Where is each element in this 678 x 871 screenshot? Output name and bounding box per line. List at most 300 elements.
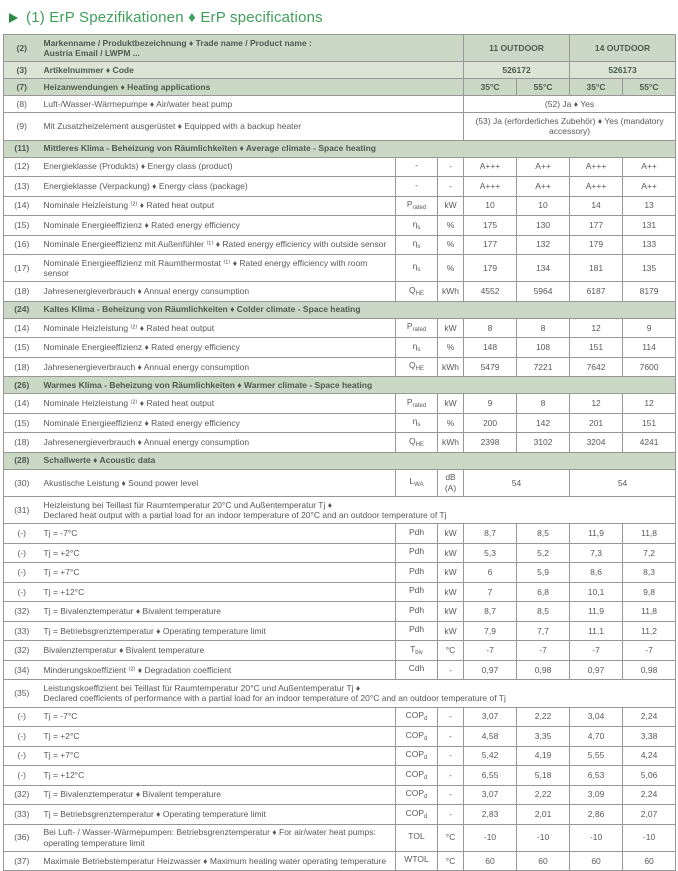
row-symbol [396,851,438,871]
row-value: 2,22 [517,785,570,805]
table-row [4,469,676,496]
row-number: (7) [4,79,40,96]
row-number: (12) [4,157,40,177]
row-value: 181 [570,255,623,282]
row-value: 10,1 [570,582,623,602]
row-value: 148 [464,338,517,358]
row-value: A++ [623,157,676,177]
row-value: -10 [570,824,623,851]
row-unit: - [438,805,464,825]
table-row [4,660,676,680]
symbol-subscript: s [417,267,421,274]
row-number: (30) [4,469,40,496]
row-value: 3,07 [464,785,517,805]
symbol-main: Pdh [408,604,425,615]
row-description: Maximale Betriebstemperatur Heizwasser ♦ Maximum heating water operating temperature [40,851,396,871]
row-value: A++ [623,177,676,197]
table-row [4,79,676,96]
row-symbol [396,805,438,825]
row-value: 7642 [570,357,623,377]
table-row [4,621,676,641]
row-value: 8 [517,394,570,414]
row-symbol [396,433,438,453]
row-value: 11,2 [623,621,676,641]
row-value: 11,8 [623,524,676,544]
row-description: Nominale Heizleistung ⁽²⁾ ♦ Rated heat output [40,394,396,414]
row-symbol [396,602,438,622]
row-value: 12 [623,394,676,414]
row-value: 7,2 [623,543,676,563]
symbol-main: COP [405,788,425,798]
row-description: Tj = Betriebsgrenztemperatur ♦ Operating temperature limit [40,805,396,825]
row-value: -10 [517,824,570,851]
row-value: 200 [464,413,517,433]
row-value: 6 [464,563,517,583]
row-value: 14 OUTDOOR [570,35,676,62]
row-number: (33) [4,805,40,825]
row-symbol [396,318,438,338]
row-value: 5,06 [623,766,676,786]
row-value: 0,98 [623,660,676,680]
row-number: (26) [4,377,40,394]
row-number: (-) [4,707,40,727]
row-description: Nominale Heizleistung ⁽²⁾ ♦ Rated heat output [40,196,396,216]
row-description: Tj = Bivalenztemperatur ♦ Bivalent temperature [40,785,396,805]
row-value: -7 [517,641,570,661]
row-value: 8,7 [464,602,517,622]
row-value: 7,9 [464,621,517,641]
symbol-main: η [412,416,418,427]
row-value: 6187 [570,282,623,302]
symbol-subscript: d [424,794,428,800]
symbol-subscript: d [424,813,428,820]
row-description: Jahresenergieverbrauch ♦ Annual energy consumption [40,282,396,302]
row-number: (31) [4,497,40,524]
row-symbol [396,469,438,496]
row-unit: kW [438,524,464,544]
row-symbol [396,621,438,641]
row-unit: - [438,157,464,177]
symbol-subscript: rated [412,205,427,211]
row-description: Jahresenergieverbrauch ♦ Annual energy consumption [40,357,396,377]
row-value: 3204 [570,433,623,453]
row-unit: °C [438,641,464,661]
symbol-subscript: rated [412,402,427,409]
row-value: 2,01 [517,805,570,825]
table-row [4,377,676,394]
row-value: 114 [623,338,676,358]
row-number: (14) [4,394,40,414]
symbol-subscript: rated [412,327,427,334]
row-description [40,35,464,62]
table-row [4,62,676,79]
row-number: (15) [4,216,40,236]
row-symbol [396,746,438,766]
row-unit: kWh [438,357,464,377]
row-value: 9,8 [623,582,676,602]
page-title-text: (1) ErP Spezifikationen ♦ ErP specifications [26,9,323,26]
row-symbol [396,282,438,302]
row-value: 3,04 [570,707,623,727]
row-symbol [396,766,438,786]
row-unit: kW [438,394,464,414]
row-value: 5,3 [464,543,517,563]
row-description: Tj = +7°C [40,746,396,766]
symbol-main: WTOL [404,854,429,865]
row-unit: - [438,785,464,805]
row-number: (-) [4,766,40,786]
row-description: Warmes Klima - Beheizung von Räumlichkeiten ♦ Warmer climate - Space heating [40,377,676,394]
table-row [4,641,676,661]
row-value: 3,07 [464,707,517,727]
row-description: Minderungskoeffizient ⁽²⁾ ♦ Degradation coefficient [40,660,396,680]
row-value: -10 [464,824,517,851]
row-value: 131 [623,216,676,236]
table-row [4,318,676,338]
symbol-subscript: d [424,735,428,742]
symbol-subscript: biv [415,649,423,656]
row-value: 201 [570,413,623,433]
row-value: 8,7 [464,524,517,544]
symbol-main: P [406,321,413,332]
row-value: 2,24 [623,785,676,805]
row-description: Tj = +7°C [40,563,396,583]
table-row [4,235,676,255]
table-row [4,338,676,358]
row-description: Tj = +12°C [40,582,396,602]
row-symbol [396,543,438,563]
row-value: 179 [464,255,517,282]
row-value: 8 [464,318,517,338]
row-value: 11,9 [570,524,623,544]
table-row [4,497,676,524]
row-number: (8) [4,96,40,113]
row-value: 5,18 [517,766,570,786]
symbol-main: Pdh [408,546,425,557]
symbol-main: L [409,476,415,487]
symbol-main: η [412,340,418,351]
table-row [4,851,676,871]
row-value: 6,8 [517,582,570,602]
row-value: 11,1 [570,621,623,641]
row-value: 35°C [570,79,623,96]
row-symbol [396,338,438,358]
row-value: (53) Ja (erforderliches Zubehör) ♦ Yes (mandatory accessory) [464,113,676,140]
row-number: (35) [4,680,40,707]
row-description: Bivalenztemperatur ♦ Bivalent temperature [40,641,396,661]
row-symbol [396,255,438,282]
row-value: -10 [623,824,676,851]
symbol-subscript: HE [415,290,424,297]
symbol-main: TOL [408,830,425,841]
table-row [4,255,676,282]
table-row [4,766,676,786]
row-value: 5964 [517,282,570,302]
row-value: 175 [464,216,517,236]
row-unit: - [438,177,464,197]
row-number: (32) [4,641,40,661]
row-unit: °C [438,851,464,871]
table-row [4,746,676,766]
row-value: 7600 [623,357,676,377]
symbol-subscript: s [417,422,421,429]
row-unit: - [438,746,464,766]
row-value: 0,97 [570,660,623,680]
symbol-subscript: s [417,244,421,250]
row-number: (33) [4,621,40,641]
row-number: (11) [4,140,40,157]
row-description: Nominale Energieeffizienz ♦ Rated energy efficiency [40,338,396,358]
row-number: (14) [4,318,40,338]
row-value: 151 [623,413,676,433]
row-value: 3,38 [623,727,676,747]
description-line-2: Declared heat output with a partial load for an indoor temperature of 20°C and an outdoor temperature of Tj [43,510,447,521]
row-value: A++ [517,177,570,197]
row-value: 8,3 [623,563,676,583]
symbol-main: COP [405,729,425,740]
row-value: 8179 [623,282,676,302]
table-row [4,433,676,453]
row-number: (-) [4,727,40,747]
symbol-main: Q [409,284,416,295]
row-value: (52) Ja ♦ Yes [464,96,676,113]
symbol-main: COP [405,749,425,759]
row-value: A++ [517,157,570,177]
row-value: 526172 [464,62,570,79]
description-line-1: Markenname / Produktbezeichnung ♦ Trade name / Product name : [43,37,312,48]
table-row [4,216,676,236]
row-number: (2) [4,35,40,62]
row-value: 9 [623,318,676,338]
row-value: 135 [623,255,676,282]
symbol-main: η [412,261,418,272]
row-number: (37) [4,851,40,871]
description-line-1: Leistungskoeffizient bei Teillast für Raumtemperatur 20°C und Außentemperatur Tj ♦ [43,682,361,693]
row-number: (28) [4,452,40,469]
symbol-main: - [415,160,418,170]
row-value: 0,97 [464,660,517,680]
row-unit: kW [438,563,464,583]
symbol-subscript: d [424,774,428,781]
row-value: 8 [517,318,570,338]
row-value: 177 [464,235,517,255]
row-value: 60 [623,851,676,871]
table-row [4,301,676,318]
table-row [4,582,676,602]
symbol-main: Pdh [408,526,425,537]
row-number: (32) [4,602,40,622]
row-value: A+++ [570,157,623,177]
row-number: (14) [4,196,40,216]
row-number: (18) [4,357,40,377]
row-value: 11,9 [570,602,623,622]
description-line-2: Declared coefficients of performance with a partial load for an indoor temperature of 20°C and an outdoor temperature of Tj [43,693,506,704]
row-value: 54 [570,469,676,496]
table-row [4,282,676,302]
row-unit: - [438,727,464,747]
row-value: -7 [464,641,517,661]
row-value: 35°C [464,79,517,96]
row-description: Bei Luft- / Wasser-Wärmepumpen: Betriebsgrenztemperatur ♦ For air/water heat pumps: operating temperature limit [40,824,396,851]
row-description: Energieklasse (Produkts) ♦ Energy class (product) [40,157,396,177]
row-symbol [396,582,438,602]
row-unit: kW [438,582,464,602]
table-row [4,96,676,113]
row-value: 5,2 [517,543,570,563]
row-number: (34) [4,660,40,680]
row-number: (13) [4,177,40,197]
row-symbol [396,157,438,177]
row-number: (18) [4,433,40,453]
symbol-main: η [412,218,418,229]
row-description: Nominale Energieeffizienz ♦ Rated energy efficiency [40,413,396,433]
row-value: 7221 [517,357,570,377]
row-unit: kW [438,318,464,338]
row-description: Kaltes Klima - Beheizung von Räumlichkeiten ♦ Colder climate - Space heating [40,301,676,318]
row-description: Schallwerte ♦ Acoustic data [40,452,676,469]
row-symbol [396,413,438,433]
table-row [4,563,676,583]
row-number: (15) [4,413,40,433]
symbol-subscript: d [424,755,428,761]
symbol-main: η [412,238,418,248]
row-value: 177 [570,216,623,236]
erp-spec-table-body [4,35,676,871]
table-row [4,707,676,727]
row-description: Nominale Energieeffizienz mit Raumthermostat ⁽¹⁾ ♦ Rated energy efficiency with room sensor [40,255,396,282]
table-row [4,680,676,707]
symbol-main: COP [405,768,425,779]
row-value: 14 [570,196,623,216]
row-description: Nominale Energieeffizienz mit Außenfühler ⁽¹⁾ ♦ Rated energy efficiency with outside sensor [40,235,396,255]
symbol-subscript: s [417,224,421,231]
row-number: (9) [4,113,40,140]
symbol-main: COP [405,807,425,818]
row-description: Tj = -7°C [40,707,396,727]
symbol-main: Pdh [408,624,425,635]
row-description: Akustische Leistung ♦ Sound power level [40,469,396,496]
table-row [4,524,676,544]
row-value: 7,7 [517,621,570,641]
row-value: 5,42 [464,746,517,766]
row-symbol [396,563,438,583]
row-value: 60 [517,851,570,871]
symbol-subscript: WA [414,482,424,489]
row-value: 8,6 [570,563,623,583]
play-triangle-icon [9,13,18,23]
symbol-subscript: HE [415,366,424,373]
table-row [4,140,676,157]
row-description: Luft-/Wasser-Wärmepumpe ♦ Air/water heat pump [40,96,464,113]
table-row [4,196,676,216]
row-description: Artikelnummer ♦ Code [40,62,464,79]
row-unit: % [438,255,464,282]
row-value: 5479 [464,357,517,377]
row-value: 8,5 [517,524,570,544]
row-value: 6,55 [464,766,517,786]
row-value: 142 [517,413,570,433]
symbol-main: P [406,199,413,209]
row-number: (15) [4,338,40,358]
row-number: (32) [4,785,40,805]
row-unit: °C [438,824,464,851]
row-symbol [396,357,438,377]
table-row [4,543,676,563]
row-value: 526173 [570,62,676,79]
symbol-main: T [410,643,416,654]
row-value: A+++ [570,177,623,197]
row-value: 0,98 [517,660,570,680]
row-value: 11 OUTDOOR [464,35,570,62]
row-unit: - [438,766,464,786]
row-value: 5,55 [570,746,623,766]
row-value: 3,35 [517,727,570,747]
row-symbol [396,707,438,727]
symbol-main: Q [409,360,416,371]
table-row [4,805,676,825]
row-value: 179 [570,235,623,255]
symbol-main: Pdh [408,585,425,596]
symbol-subscript: s [417,346,421,353]
row-value: 2,24 [623,707,676,727]
row-number: (3) [4,62,40,79]
table-row [4,785,676,805]
row-description: Tj = -7°C [40,524,396,544]
row-value: A+++ [464,157,517,177]
table-row [4,113,676,140]
row-value: 2,22 [517,707,570,727]
row-description: Tj = +2°C [40,543,396,563]
row-value: 108 [517,338,570,358]
row-description: Tj = Bivalenztemperatur ♦ Bivalent temperature [40,602,396,622]
row-unit: kWh [438,433,464,453]
row-number: (18) [4,282,40,302]
row-number: (36) [4,824,40,851]
row-unit: % [438,413,464,433]
row-value: 4,70 [570,727,623,747]
table-row [4,452,676,469]
row-number: (17) [4,255,40,282]
row-value: 130 [517,216,570,236]
row-value: 8,5 [517,602,570,622]
row-value: 4,19 [517,746,570,766]
row-description: Jahresenergieverbrauch ♦ Annual energy consumption [40,433,396,453]
table-row [4,727,676,747]
erp-spec-table [3,34,676,871]
row-description: Nominale Energieeffizienz ♦ Rated energy efficiency [40,216,396,236]
table-row [4,35,676,62]
table-row [4,824,676,851]
description-line-2: Austria Email / LWPM ... [43,48,140,59]
row-value: 12 [570,394,623,414]
table-row [4,602,676,622]
row-value: 2398 [464,433,517,453]
row-symbol [396,824,438,851]
row-value: -7 [570,641,623,661]
page-title [9,9,678,26]
table-row [4,394,676,414]
row-unit: kW [438,196,464,216]
row-value: 4552 [464,282,517,302]
row-value: 9 [464,394,517,414]
row-description [40,680,676,707]
row-description [40,497,676,524]
symbol-main: - [415,179,418,190]
row-value: 133 [623,235,676,255]
row-symbol [396,196,438,216]
row-value: 132 [517,235,570,255]
row-number: (-) [4,563,40,583]
